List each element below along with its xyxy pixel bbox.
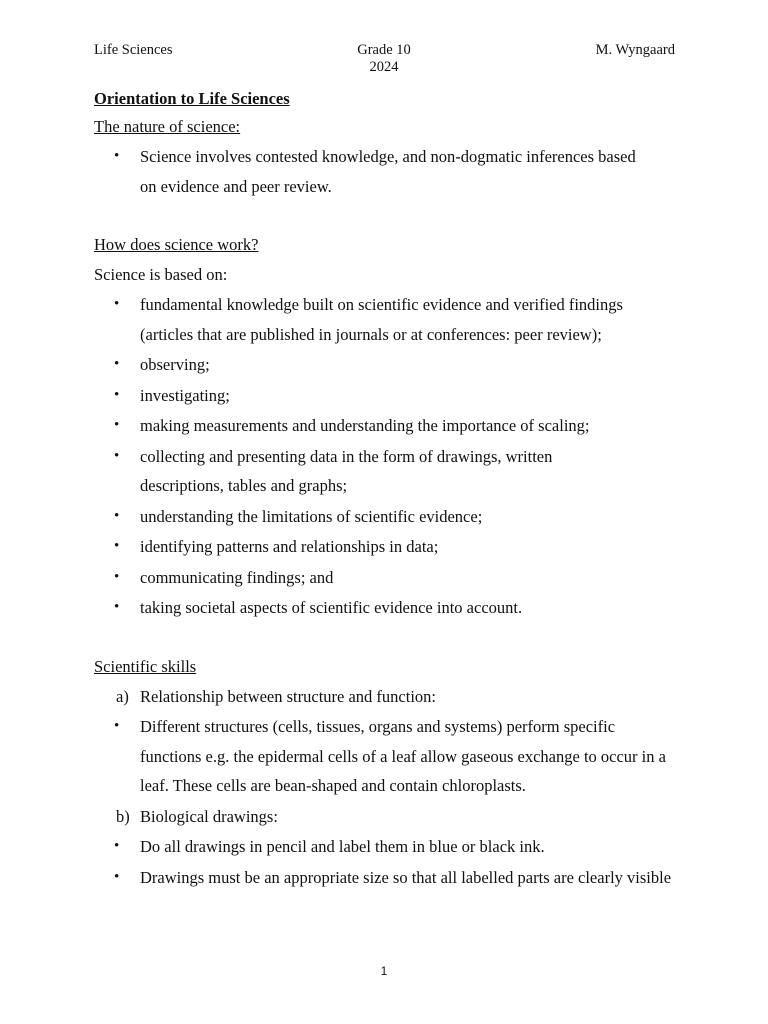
science-based-on-intro: Science is based on: bbox=[94, 265, 228, 284]
list-item bbox=[94, 532, 694, 562]
list-item bbox=[94, 290, 670, 349]
list-item bbox=[94, 593, 694, 623]
page-number: 1 bbox=[380, 964, 388, 978]
header-grade: Grade 10 bbox=[357, 42, 411, 58]
bullet-icon: • bbox=[114, 356, 120, 372]
list-item-text: understanding the limitations of scientific evidence; bbox=[140, 506, 483, 526]
skill-b bbox=[94, 802, 694, 832]
header-grade-year bbox=[310, 42, 458, 76]
list-item bbox=[94, 832, 694, 862]
list-item-text: fundamental knowledge built on scientific evidence and verified findings (articles that are published in journals or at conferences: peer review); bbox=[140, 295, 623, 344]
bullet-icon: • bbox=[114, 538, 120, 554]
header-subject: Life Sciences bbox=[94, 42, 173, 58]
list-item-text: identifying patterns and relationships in data; bbox=[140, 537, 439, 556]
list-item-text: taking societal aspects of scientific evidence into account. bbox=[140, 598, 523, 617]
header-year: 2024 bbox=[369, 59, 399, 75]
list-item-text: making measurements and understanding the importance of scaling; bbox=[140, 416, 590, 435]
nature-of-science-list bbox=[94, 142, 694, 201]
list-item-text: Drawings must be an appropriate size so that all labelled parts are clearly visible bbox=[140, 867, 672, 887]
document-body bbox=[94, 86, 694, 893]
list-item bbox=[94, 411, 694, 441]
heading-scientific-skills: Scientific skills bbox=[94, 656, 197, 676]
skill-a bbox=[94, 682, 694, 712]
list-item-text: observing; bbox=[140, 355, 210, 374]
bullet-icon: • bbox=[114, 868, 120, 885]
page-title: Orientation to Life Sciences bbox=[94, 89, 290, 108]
list-item-text: investigating; bbox=[140, 385, 230, 405]
bullet-icon: • bbox=[114, 507, 120, 524]
skill-b-marker: b) bbox=[116, 806, 130, 826]
heading-how-science-works: How does science work? bbox=[94, 235, 259, 254]
list-item bbox=[94, 381, 694, 411]
list-item bbox=[94, 142, 650, 201]
bullet-icon: • bbox=[114, 568, 120, 585]
list-item-text: collecting and presenting data in the form of drawings, written descriptions, tables and graphs; bbox=[140, 446, 553, 495]
list-item-text: Different structures (cells, tissues, organs and systems) perform specific functions e.g. the epidermal cells of a leaf allow gaseous exchange to occur in a leaf. These cells are bean-shaped and contain chloroplasts. bbox=[140, 717, 666, 795]
science-based-on-list bbox=[94, 290, 694, 623]
bullet-icon: • bbox=[114, 599, 120, 615]
header-author: M. Wyngaard bbox=[595, 42, 675, 58]
bullet-icon: • bbox=[114, 447, 120, 464]
list-item bbox=[94, 350, 694, 380]
skill-a-marker: a) bbox=[116, 686, 129, 706]
bullet-icon: • bbox=[114, 417, 120, 433]
bullet-icon: • bbox=[114, 296, 120, 312]
list-item-text: Science involves contested knowledge, and non-dogmatic inferences based on evidence and peer review. bbox=[140, 147, 636, 196]
skill-b-title: Biological drawings: bbox=[140, 806, 278, 826]
list-item-text: Do all drawings in pencil and label them in blue or black ink. bbox=[140, 837, 545, 856]
page-header bbox=[0, 42, 768, 82]
bullet-icon: • bbox=[114, 148, 120, 164]
scientific-skills-list bbox=[94, 682, 694, 893]
list-item bbox=[94, 863, 680, 893]
bullet-icon: • bbox=[114, 838, 120, 854]
heading-nature-of-science: The nature of science: bbox=[94, 117, 241, 136]
list-item bbox=[94, 563, 694, 593]
bullet-icon: • bbox=[114, 386, 120, 403]
list-item-text: communicating findings; and bbox=[140, 567, 334, 587]
list-item bbox=[94, 442, 620, 501]
bullet-icon: • bbox=[114, 718, 120, 734]
list-item bbox=[94, 712, 675, 801]
skill-a-title: Relationship between structure and function: bbox=[140, 686, 437, 706]
list-item bbox=[94, 502, 694, 532]
